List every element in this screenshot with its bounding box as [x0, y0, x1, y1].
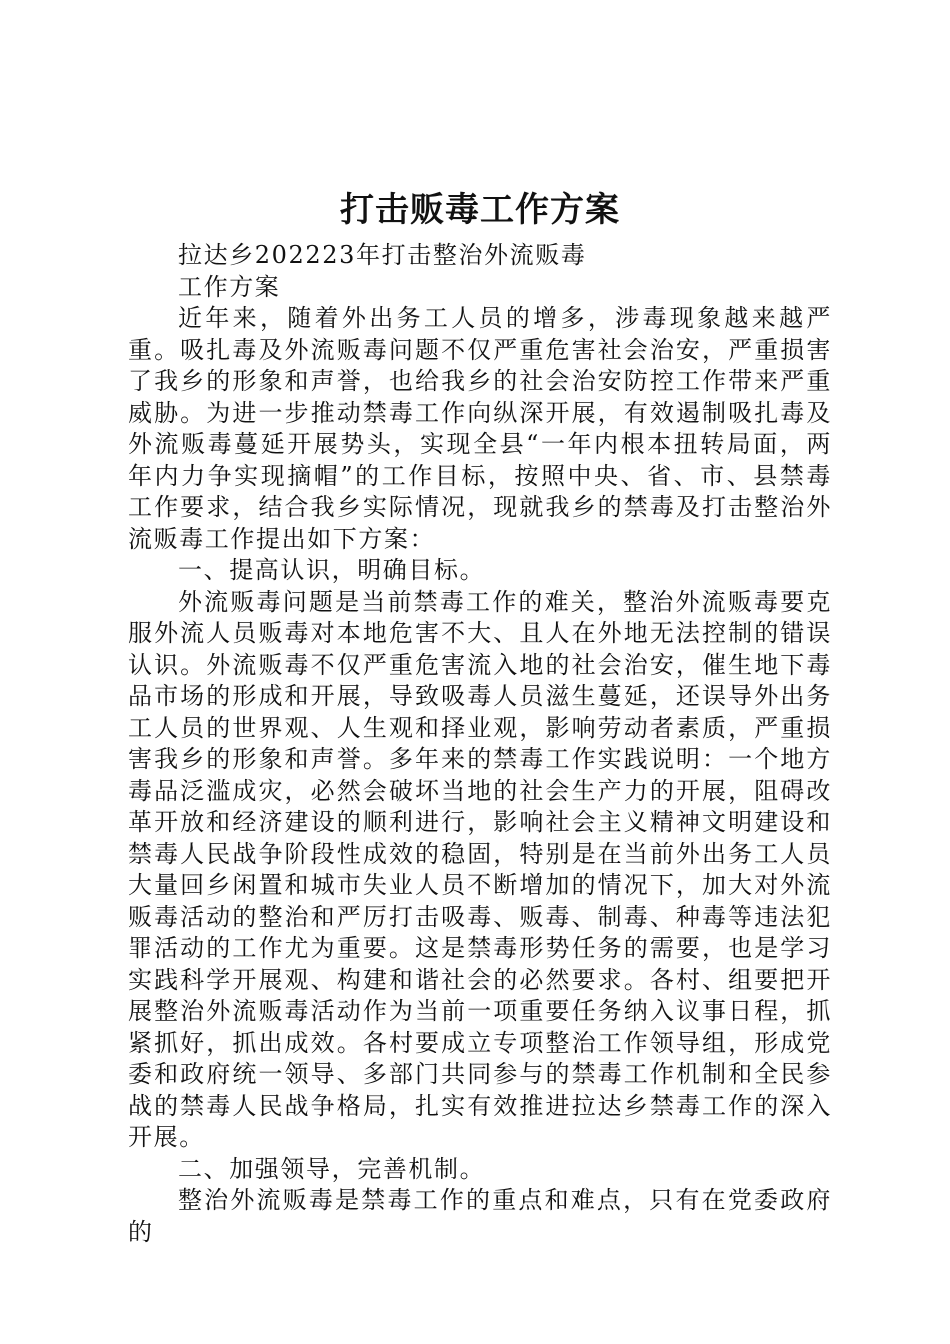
- document-title: 打击贩毒工作方案: [340, 190, 620, 230]
- section-heading-1: 一、提高认识，明确目标。: [178, 556, 486, 584]
- paragraph-intro: 近年来，随着外出务工人员的增多，涉毒现象越来越严重。吸扎毒及外流贩毒问题不仅严重危害社会治安，严重损害了我乡的形象和声誉，也给我乡的社会治安防控工作带来严重威胁。为进一步推动禁毒工作向纵深开展，有效遏制吸扎毒及外流贩毒蔓延开展势头，实现全县“一年内根本扭转局面，两年内力争实现摘帽”的工作目标，按照中央、省、市、县禁毒工作要求，结合我乡实际情况，现就我乡的禁毒及打击整治外流贩毒工作提出如下方案：: [128, 304, 832, 553]
- paragraph-section-2: 整治外流贩毒是禁毒工作的重点和难点，只有在党委政府的: [128, 1186, 832, 1246]
- subtitle-line-1: 拉达乡202223年打击整治外流贩毒: [178, 241, 587, 269]
- paragraph-section-1: 外流贩毒问题是当前禁毒工作的难关，整治外流贩毒要克服外流人员贩毒对本地危害不大、且人在外地无法控制的错误认识。外流贩毒不仅严重危害流入地的社会治安，催生地下毒品市场的形成和开展，导致吸毒人员滋生蔓延，还误导外出务工人员的世界观、人生观和择业观，影响劳动者素质，严重损害我乡的形象和声誉。多年来的禁毒工作实践说明：一个地方毒品泛滥成灾，必然会破坏当地的社会生产力的开展，阻碍改革开放和经济建设的顺利进行，影响社会主义精神文明建设和禁毒人民战争阶段性成效的稳固，特别是在当前外出务工人员大量回乡闲置和城市失业人员不断增加的情况下，加大对外流贩毒活动的整治和严厉打击吸毒、贩毒、制毒、种毒等违法犯罪活动的工作尤为重要。这是禁毒形势任务的需要，也是学习实践科学开展观、构建和谐社会的必然要求。各村、组要把开展整治外流贩毒活动作为当前一项重要任务纳入议事日程，抓紧抓好，抓出成效。各村要成立专项整治工作领导组，形成党委和政府统一领导、多部门共同参与的禁毒工作机制和全民参战的禁毒人民战争格局，扎实有效推进拉达乡禁毒工作的深入开展。: [128, 587, 832, 1151]
- subtitle-line-2: 工作方案: [178, 272, 281, 301]
- section-heading-2: 二、加强领导，完善机制。: [178, 1154, 486, 1183]
- document-page: [128, 180, 832, 1248]
